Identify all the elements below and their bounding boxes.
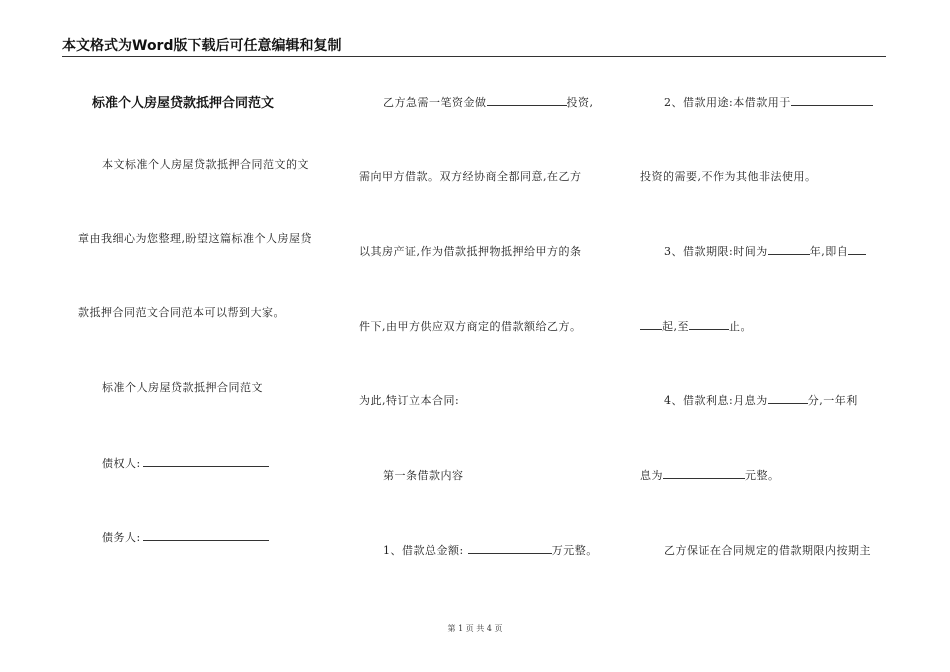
col3-line-3-b: 年,即自 — [809, 245, 849, 258]
col1-line-3: 款抵押合同范文合同范本可以帮到大家。 — [78, 306, 285, 319]
col2-line-6: 第一条借款内容 — [383, 469, 464, 482]
col2-line-1-blank — [487, 95, 567, 106]
col3-line-4-b: 止。 — [729, 320, 752, 333]
col3-line-2: 投资的需要,不作为其他非法使用。 — [640, 170, 817, 183]
creditor-label: 债权人: — [102, 457, 141, 470]
col2-line-1-a: 乙方急需一笔资金做 — [383, 96, 487, 109]
debtor-label: 债务人: — [102, 531, 141, 544]
col2-line-1 — [383, 94, 594, 110]
document-title: 标准个人房屋贷款抵押合同范文 — [92, 96, 275, 111]
col3-line-5-a: 4、借款利息:月息为 — [664, 394, 768, 407]
creditor-blank — [143, 456, 269, 467]
monthly-interest-blank — [768, 393, 808, 404]
col3-line-5 — [664, 392, 858, 408]
col1-line-4: 标准个人房屋贷款抵押合同范文 — [102, 381, 263, 394]
col2-line-4: 件下,由甲方供应双方商定的借款额给乙方。 — [359, 320, 582, 333]
col3-line-4-a: 起,至 — [662, 320, 689, 333]
col2-line-7-b: 万元整。 — [551, 544, 598, 557]
start-date-blank-a — [848, 244, 866, 255]
header-divider — [62, 56, 886, 57]
start-date-blank-b — [640, 319, 662, 330]
col1-line-1: 本文标准个人房屋贷款抵押合同范文的文 — [102, 158, 309, 171]
end-date-blank — [689, 319, 729, 330]
col2-line-2: 需向甲方借款。双方经协商全都同意,在乙方 — [359, 170, 582, 183]
col3-line-4 — [640, 318, 752, 334]
col3-line-1-a: 2、借款用途:本借款用于 — [664, 96, 791, 109]
col3-line-3-a: 3、借款期限:时间为 — [664, 245, 768, 258]
document-header-title: 本文格式为Word版下载后可任意编辑和复制 — [62, 38, 342, 54]
col2-line-3: 以其房产证,作为借款抵押物抵押给甲方的条 — [359, 245, 582, 258]
col3-line-1 — [664, 94, 873, 110]
loan-amount-blank — [468, 543, 552, 554]
col3-line-7: 乙方保证在合同规定的借款期限内按期主 — [664, 544, 871, 557]
col3-line-6-b: 元整。 — [745, 469, 780, 482]
col2-line-7 — [383, 542, 598, 558]
debtor-blank — [143, 530, 269, 541]
loan-purpose-blank — [791, 95, 873, 106]
col2-line-7-a: 1、借款总金额: — [383, 544, 464, 557]
col3-line-3 — [664, 243, 866, 259]
col2-line-1-b: 投资, — [566, 96, 594, 109]
annual-interest-blank — [663, 468, 745, 479]
creditor-line — [102, 455, 269, 471]
col3-line-6 — [640, 467, 780, 483]
debtor-line — [102, 529, 269, 545]
col3-line-5-b: 分,一年利 — [807, 394, 858, 407]
col2-line-5: 为此,特订立本合同: — [359, 394, 460, 407]
col1-line-2: 章由我细心为您整理,盼望这篇标准个人房屋贷 — [78, 232, 312, 245]
loan-term-blank — [768, 244, 810, 255]
page-number-footer: 第 1 页 共 4 页 — [447, 624, 503, 633]
col3-line-6-a: 息为 — [640, 469, 663, 482]
